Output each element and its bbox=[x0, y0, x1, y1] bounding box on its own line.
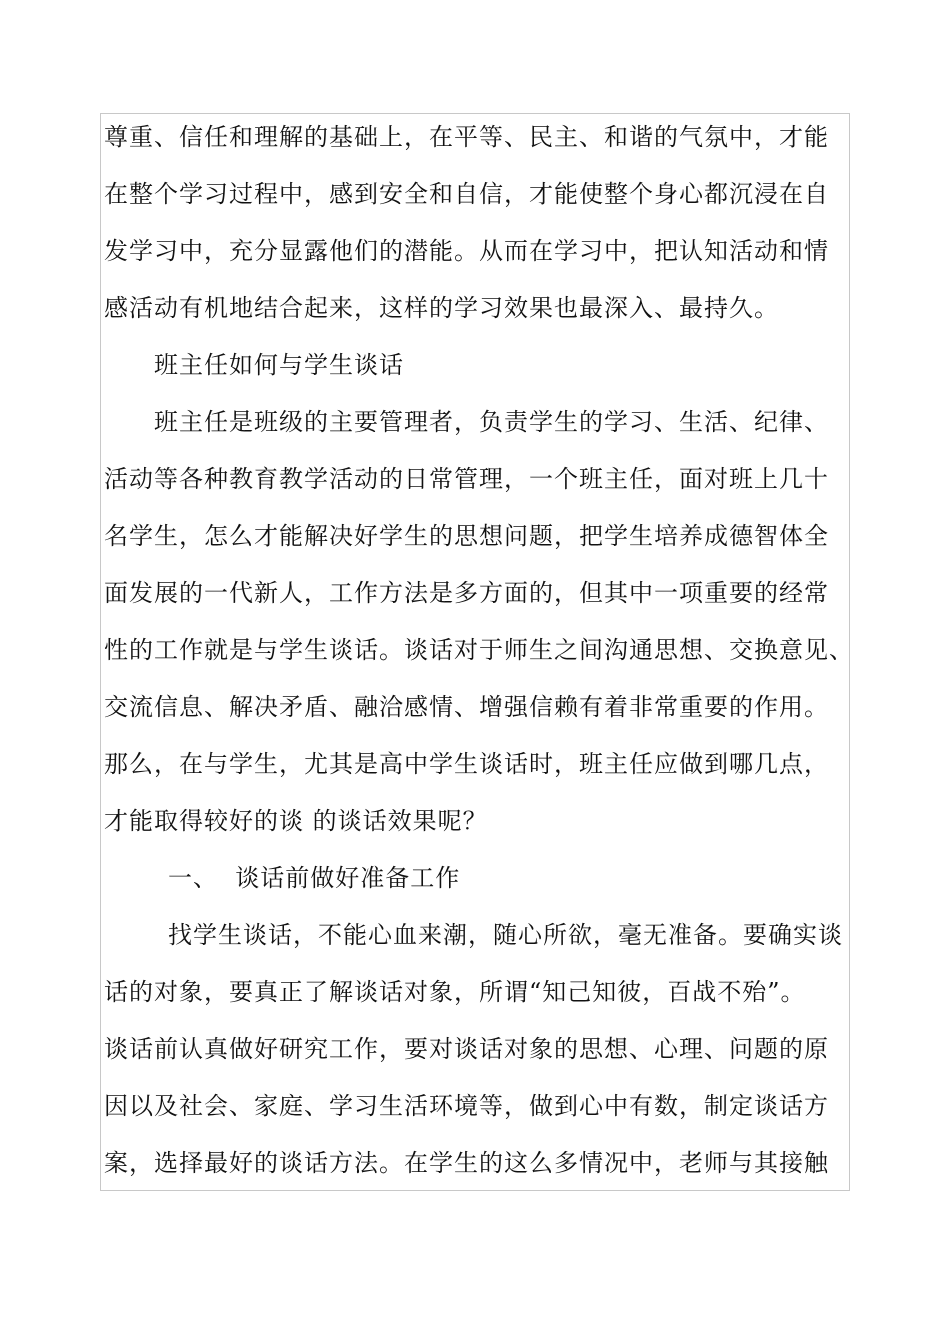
text-line: 发学习中，充分显露他们的潜能。从而在学习中，把认知活动和情 bbox=[104, 237, 829, 265]
text-line: 感活动有机地结合起来，这样的学习效果也最深入、最持久。 bbox=[104, 294, 779, 322]
text-line: 尊重、信任和理解的基础上，在平等、民主、和谐的气氛中，才能 bbox=[104, 123, 829, 151]
section-heading: 班主任如何与学生谈话 bbox=[154, 351, 404, 379]
paragraph-start: 班主任是班级的主要管理者，负责学生的学习、生活、纪律、 bbox=[154, 408, 829, 436]
text-line: 交流信息、解决矛盾、融洽感情、增强信赖有着非常重要的作用。 bbox=[104, 693, 829, 721]
text-line: 谈话前认真做好研究工作，要对谈话对象的思想、心理、问题的原 bbox=[104, 1035, 829, 1063]
text-line: 话的对象，要真正了解谈话对象，所谓“知己知彼，百战不殆”。 bbox=[104, 978, 806, 1006]
text-line: 那么，在与学生，尤其是高中学生谈话时，班主任应做到哪几点， bbox=[104, 750, 829, 778]
text-line: 活动等各种教育教学活动的日常管理，一个班主任，面对班上几十 bbox=[104, 465, 829, 493]
subsection-heading: 一、 谈话前做好准备工作 bbox=[168, 864, 461, 892]
text-line: 在整个学习过程中，感到安全和自信，才能使整个身心都沉浸在自 bbox=[104, 180, 829, 208]
paragraph-start: 找学生谈话，不能心血来潮，随心所欲，毫无准备。要确实谈 bbox=[168, 921, 843, 949]
text-line: 性的工作就是与学生谈话。谈话对于师生之间沟通思想、交换意见、 bbox=[104, 636, 854, 664]
text-line: 才能取得较好的谈 的谈话效果呢？ bbox=[104, 807, 488, 835]
text-line: 面发展的一代新人，工作方法是多方面的，但其中一项重要的经常 bbox=[104, 579, 829, 607]
text-line: 案，选择最好的谈话方法。在学生的这么多情况中，老师与其接触 bbox=[104, 1149, 829, 1177]
text-line: 因以及社会、家庭、学习生活环境等，做到心中有数，制定谈话方 bbox=[104, 1092, 829, 1120]
text-line: 名学生，怎么才能解决好学生的思想问题，把学生培养成德智体全 bbox=[104, 522, 829, 550]
